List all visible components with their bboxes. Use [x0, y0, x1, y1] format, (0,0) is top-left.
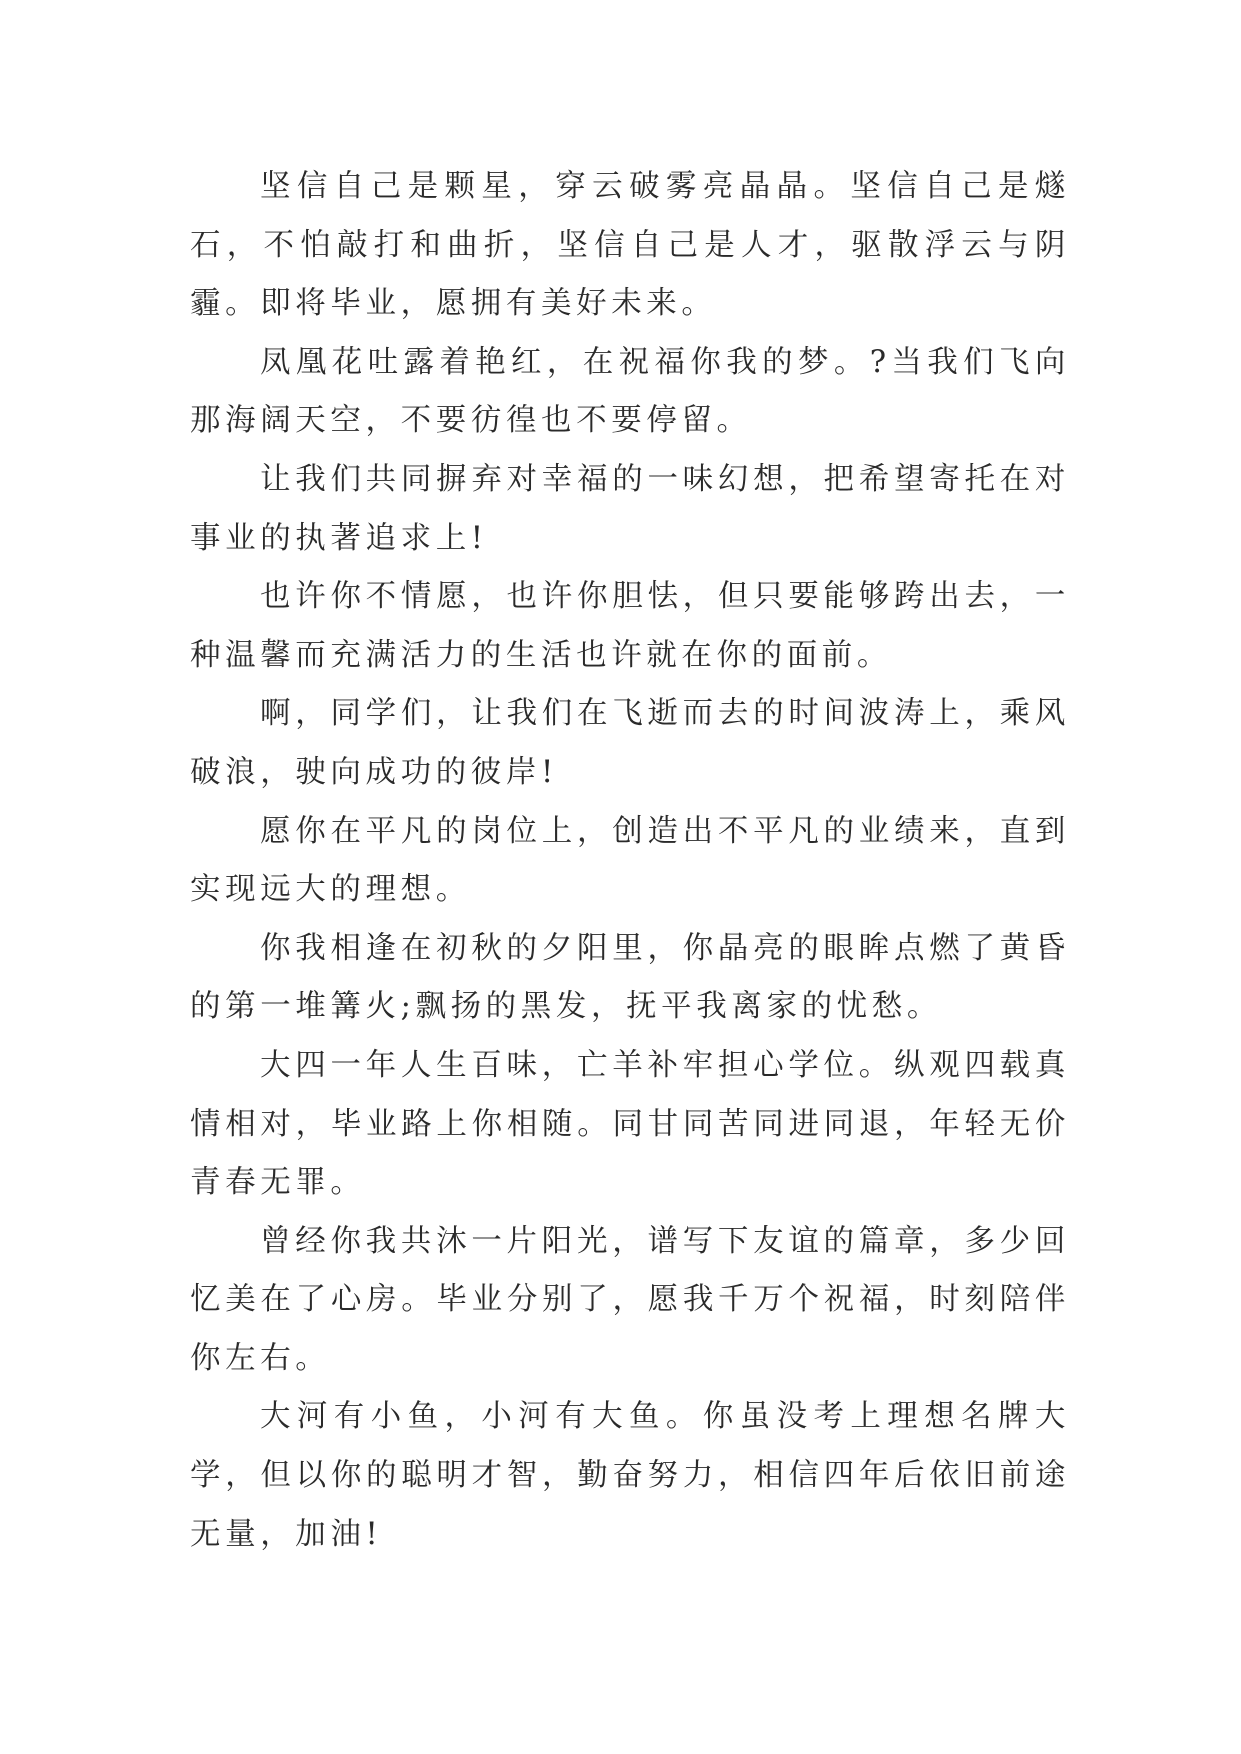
- paragraph-2: 凤凰花吐露着艳红，在祝福你我的梦。?当我们飞向那海阔天空，不要彷徨也不要停留。: [190, 344, 1070, 439]
- paragraph-1: 坚信自己是颗星，穿云破雾亮晶晶。坚信自己是燧石，不怕敲打和曲折，坚信自己是人才，驱散浮云与阴霾。即将毕业，愿拥有美好未来。: [190, 169, 1070, 322]
- document-body: [190, 158, 1070, 1564]
- paragraph-8: 大四一年人生百味，亡羊补牢担心学位。纵观四载真情相对，毕业路上你相随。同甘同苦同进同退，年轻无价青春无罪。: [190, 1047, 1070, 1201]
- paragraph-6: 愿你在平凡的岗位上，创造出不平凡的业绩来，直到实现远大的理想。: [190, 813, 1070, 908]
- paragraph-3: 让我们共同摒弃对幸福的一味幻想，把希望寄托在对事业的执著追求上!: [190, 461, 1070, 556]
- paragraph-10: 大河有小鱼，小河有大鱼。你虽没考上理想名牌大学，但以你的聪明才智，勤奋努力，相信四年后依旧前途无量，加油!: [190, 1399, 1070, 1552]
- paragraph-7: 你我相逢在初秋的夕阳里，你晶亮的眼眸点燃了黄昏的第一堆篝火;飘扬的黑发，抚平我离家的忧愁。: [190, 930, 1070, 1025]
- paragraph-9: 曾经你我共沐一片阳光，谱写下友谊的篇章，多少回忆美在了心房。毕业分别了，愿我千万个祝福，时刻陪伴你左右。: [190, 1223, 1070, 1376]
- paragraph-5: 啊，同学们，让我们在飞逝而去的时间波涛上，乘风破浪，驶向成功的彼岸!: [190, 696, 1070, 790]
- paragraph-4: 也许你不情愿，也许你胆怯，但只要能够跨出去，一种温馨而充满活力的生活也许就在你的面前。: [190, 579, 1070, 673]
